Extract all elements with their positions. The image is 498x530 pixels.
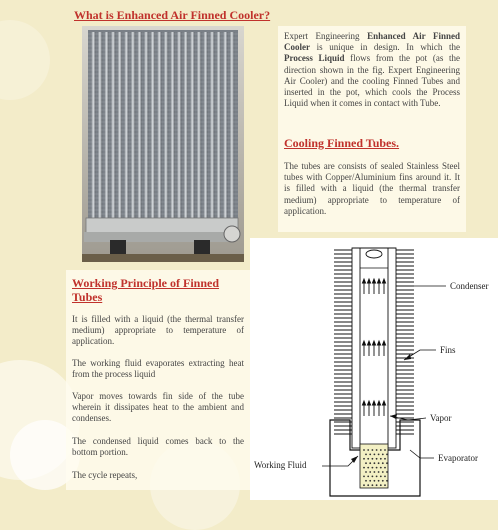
fluid-dot <box>374 471 376 473</box>
intro-text-run: Expert Engineering <box>284 31 368 41</box>
fluid-dot <box>365 471 367 473</box>
label-condenser: Condenser <box>450 281 489 291</box>
fluid-dot <box>380 449 382 451</box>
intro-bold-term: Enhanced Air Finned Cooler <box>284 31 460 53</box>
fluid-dot <box>372 484 374 486</box>
principle-para-5: The cycle repeats, <box>72 470 138 480</box>
finned-cooler-drawing <box>82 26 244 262</box>
fluid-dot <box>372 458 374 460</box>
fluid-dot <box>386 471 388 473</box>
fluid-dot <box>384 484 386 486</box>
fluid-dot <box>380 467 382 469</box>
intro-bold-term: Process Liquid <box>284 53 345 64</box>
fluid-dot <box>378 454 380 456</box>
principle-para-4: The condensed liquid comes back to the bottom portion. <box>72 436 244 458</box>
principle-para-2: The working fluid evaporates extracting heat from the process liquid <box>72 358 244 380</box>
fluid-dot <box>363 449 365 451</box>
finned-cooler-photo <box>82 26 244 262</box>
fluid-dot <box>363 458 365 460</box>
fluid-dot <box>376 458 378 460</box>
fluid-dot <box>380 476 382 478</box>
fluid-dot <box>384 476 386 478</box>
principle-para-1: It is filled with a liquid (the thermal transfer medium) appropriate to temperature of application. <box>72 314 244 347</box>
fluid-dot <box>378 480 380 482</box>
fluid-dot <box>372 476 374 478</box>
tube-wall-left <box>352 248 360 448</box>
principle-para-3: Vapor moves towards fin side of the tube wherein it dissipates heat to the ambient and condenses. <box>72 391 244 424</box>
label-evaporator: Evaporator <box>438 453 478 463</box>
intro-paragraph <box>284 31 460 109</box>
fluid-dot <box>374 454 376 456</box>
fluid-dot <box>384 458 386 460</box>
fluid-dot <box>369 462 371 464</box>
fluid-dot <box>367 476 369 478</box>
fluid-dot <box>378 471 380 473</box>
section2-title: Cooling Finned Tubes. <box>284 136 400 150</box>
fluid-dot <box>380 458 382 460</box>
fluid-dot <box>367 458 369 460</box>
section3-title: Working Principle of Finned Tubes <box>72 276 220 304</box>
label-vapor: Vapor <box>430 413 452 423</box>
fluid-dot <box>372 449 374 451</box>
section1-title: What is Enhanced Air Finned Cooler? <box>74 8 271 22</box>
fluid-dot <box>382 471 384 473</box>
fluid-dot <box>369 480 371 482</box>
fluid-dot <box>365 480 367 482</box>
bokeh-4 <box>0 20 50 100</box>
fluid-dot <box>369 471 371 473</box>
fluid-dot <box>367 484 369 486</box>
fluid-dot <box>386 480 388 482</box>
intro-text-run: is unique in design. In which the <box>310 42 460 53</box>
fluid-dot <box>380 484 382 486</box>
fluid-dot <box>374 480 376 482</box>
fluid-dot <box>365 462 367 464</box>
fluid-dot <box>376 449 378 451</box>
fluid-dot <box>374 462 376 464</box>
fluid-dot <box>363 467 365 469</box>
fluid-dot <box>365 454 367 456</box>
fluid-dot <box>367 467 369 469</box>
fluid-dot <box>382 480 384 482</box>
fluid-dot <box>372 467 374 469</box>
label-fins: Fins <box>440 345 456 355</box>
fluid-dot <box>363 476 365 478</box>
label-working-fluid: Working Fluid <box>254 460 307 470</box>
fluid-dot <box>367 449 369 451</box>
fluid-dot <box>376 476 378 478</box>
intro-text-run: flows from the pot (as the direction shown in the fig. Expert Engineering Air Cooler) and the cooling Finned Tubes and inserted in the pot, which cools the Process Liquid when it comes in contact with Tube. <box>284 53 460 109</box>
fluid-dot <box>378 462 380 464</box>
fluid-dot <box>382 462 384 464</box>
fluid-dot <box>363 484 365 486</box>
fluid-dot <box>386 462 388 464</box>
fluid-dot <box>376 467 378 469</box>
finned-tube-diagram <box>250 238 498 500</box>
fluid-dot <box>384 467 386 469</box>
fluid-dot <box>386 454 388 456</box>
fluid-dot <box>384 449 386 451</box>
fluid-dot <box>369 454 371 456</box>
tubes-paragraph: The tubes are consists of sealed Stainless Steel tubes with Copper/Aluminium fins around it. It is filled with a liquid (the thermal transfer medium) appropriate to temperature of application. <box>284 161 460 216</box>
fluid-dot <box>376 484 378 486</box>
fluid-dot <box>382 454 384 456</box>
